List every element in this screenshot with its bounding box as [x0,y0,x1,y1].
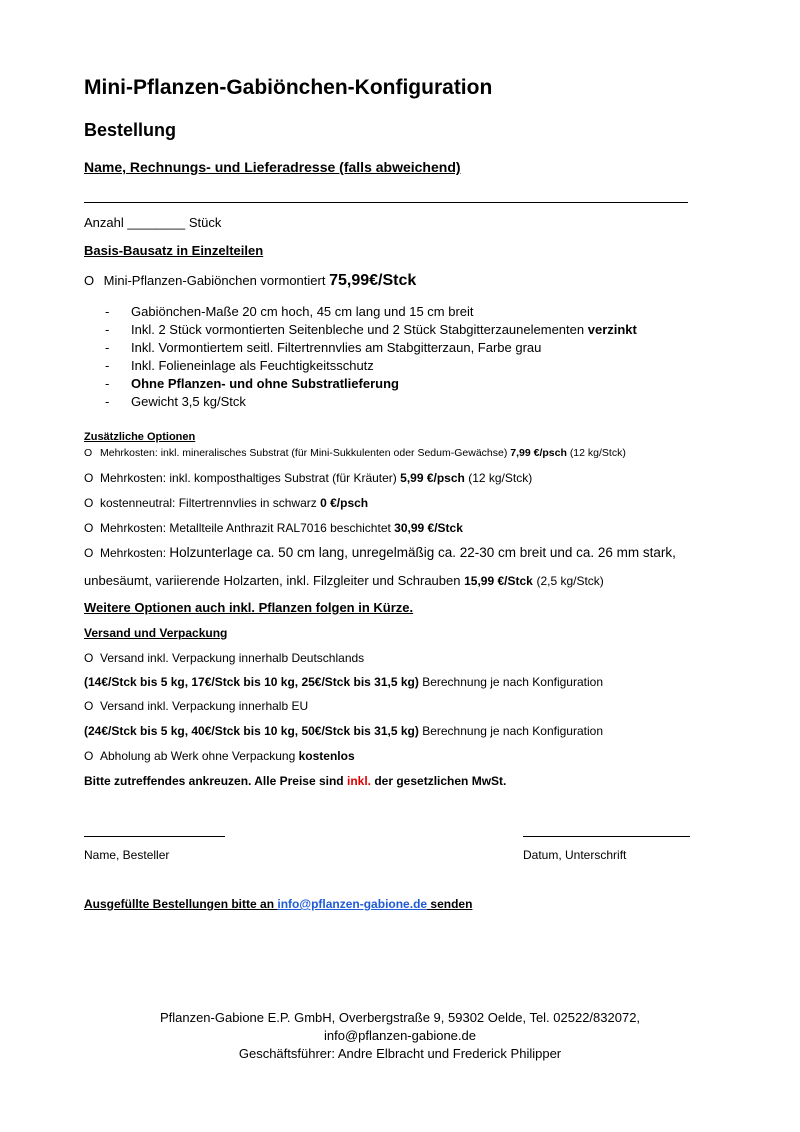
checkbox-circle-icon[interactable]: O [84,651,94,665]
more-options-note: Weitere Optionen auch inkl. Pflanzen folgen in Kürze. [84,600,414,615]
feature-text: Gewicht 3,5 kg/Stck [131,394,246,409]
feature-item-2 [105,322,637,337]
bullet-dash-icon: - [105,304,110,319]
footer-company: Pflanzen-Gabione E.P. GmbH, Overbergstraße 9, 59302 Oelde, Tel. 02522/832072, [159,1010,641,1025]
submit-note [84,897,472,911]
feature-text: Gabiönchen-Maße 20 cm hoch, 45 cm lang und 15 cm breit [131,304,474,319]
date-signature-line[interactable] [523,836,690,837]
shipping-heading: Versand und Verpackung [84,626,228,640]
notice-highlight: inkl. [346,774,371,788]
shipping-eu-option[interactable] [84,699,308,713]
wood-line-1: Holzunterlage ca. 50 cm lang, unregelmäßig ca. 22-30 cm breit und ca. 26 mm stark, [169,545,676,560]
extra-option-text: Mehrkosten: inkl. mineralisches Substrat (für Mini-Sukkulenten oder Sedum-Gewächse) [100,447,508,459]
wood-note: (2,5 kg/Stck) [536,574,604,588]
extras-heading: Zusätzliche Optionen [84,431,196,443]
basis-option[interactable] [84,272,416,290]
checkbox-circle-icon[interactable]: O [84,447,93,459]
basis-option-price: 75,99€/Stck [329,272,417,289]
checkbox-circle-icon[interactable]: O [84,496,94,510]
notice-before: Bitte zutreffendes ankreuzen. Alle Preise sind [84,774,344,788]
extra-option-price: 30,99 €/Stck [394,521,463,535]
extra-option-price: 0 €/psch [320,496,369,510]
date-label: Datum, Unterschrift [523,848,627,862]
name-signature-line[interactable] [84,836,225,837]
document-subtitle: Bestellung [84,120,177,140]
extra-option-price: 5,99 €/psch [400,471,465,485]
extra-option-text: Mehrkosten: inkl. komposthaltiges Substrat (für Kräuter) [100,471,397,485]
extra-option-note: (12 kg/Stck) [468,471,533,485]
shipping-de-option[interactable] [84,651,364,665]
shipping-eu-label: Versand inkl. Verpackung innerhalb EU [100,699,309,713]
footer-managers: Geschäftsführer: Andre Elbracht und Frederick Philipper [238,1046,562,1061]
pickup-price: kostenlos [298,749,355,763]
bullet-dash-icon: - [105,376,110,391]
feature-text: Inkl. Folieneinlage als Feuchtigkeitsschutz [131,358,374,373]
checkbox-circle-icon[interactable]: O [84,699,94,713]
wood-line-2: unbesäumt, variierende Holzarten, inkl. Filzgleiter und Schrauben [84,573,461,588]
quantity-blank[interactable]: ________ [127,215,186,230]
checkbox-circle-icon[interactable]: O [84,471,94,485]
checkbox-circle-icon[interactable]: O [84,749,94,763]
calc-note: Berechnung je nach Konfiguration [422,724,603,738]
wood-prefix: Mehrkosten: [100,546,167,560]
extra-option-4[interactable] [84,521,463,535]
feature-item-5 [105,376,399,391]
feature-item-1 [105,304,474,319]
feature-item-4 [105,358,374,373]
feature-text: Inkl. 2 Stück vormontierten Seitenbleche und 2 Stück Stabgitterzaunelementen [131,322,585,337]
calc-note: Berechnung je nach Konfiguration [422,675,603,689]
name-label: Name, Besteller [84,848,170,862]
feature-item-3 [105,340,541,355]
extra-option-note: (12 kg/Stck) [569,447,626,459]
bullet-dash-icon: - [105,394,110,409]
extra-option-text: Mehrkosten: Metallteile Anthrazit RAL7016 beschichtet [100,521,391,535]
document-title: Mini-Pflanzen-Gabiönchen-Konfiguration [84,76,493,99]
extra-option-2[interactable] [84,471,532,485]
extra-option-text: kostenneutral: Filtertrennvlies in schwarz [100,496,317,510]
checkbox-circle-icon[interactable]: O [84,546,94,560]
extra-option-1[interactable] [84,447,626,459]
submit-before: Ausgefüllte Bestellungen bitte an [84,897,275,911]
wood-continuation [84,573,604,588]
shipping-de-label: Versand inkl. Verpackung innerhalb Deutschlands [100,651,365,665]
feature-bold: verzinkt [587,322,637,337]
bullet-dash-icon: - [105,322,110,337]
quantity-unit: Stück [188,215,222,230]
bullet-dash-icon: - [105,358,110,373]
feature-bold: Ohne Pflanzen- und ohne Substratlieferung [131,376,399,391]
footer-email: info@pflanzen-gabione.de [324,1028,476,1043]
address-heading: Name, Rechnungs- und Lieferadresse (falls abweichend) [84,159,461,175]
wood-price: 15,99 €/Stck [464,574,533,588]
shipping-eu-rates: (24€/Stck bis 5 kg, 40€/Stck bis 10 kg, 50€/Stck bis 31,5 kg) [84,724,419,738]
notice [84,774,506,788]
checkbox-circle-icon[interactable]: O [84,273,95,288]
shipping-de-rates-row [84,675,603,689]
quantity-row [84,215,221,230]
quantity-label: Anzahl [84,215,124,230]
address-line[interactable] [84,202,688,203]
shipping-de-rates: (14€/Stck bis 5 kg, 17€/Stck bis 10 kg, 25€/Stck bis 31,5 kg) [84,675,419,689]
bullet-dash-icon: - [105,340,110,355]
email-link[interactable]: info@pflanzen-gabione.de [277,897,428,911]
shipping-eu-rates-row [84,724,603,738]
basis-heading: Basis-Bausatz in Einzelteilen [84,243,264,258]
notice-after: der gesetzlichen MwSt. [374,774,507,788]
extra-option-wood[interactable] [84,545,676,560]
extra-option-price: 7,99 €/psch [510,447,567,459]
checkbox-circle-icon[interactable]: O [84,521,94,535]
pickup-label: Abholung ab Werk ohne Verpackung [100,749,296,763]
feature-item-6 [105,394,246,409]
extra-option-3[interactable] [84,496,368,510]
submit-after: senden [430,897,473,911]
basis-option-text: Mini-Pflanzen-Gabiönchen vormontiert [103,273,326,288]
pickup-option[interactable] [84,749,355,763]
feature-text: Inkl. Vormontiertem seitl. Filtertrennvlies am Stabgitterzaun, Farbe grau [131,340,542,355]
